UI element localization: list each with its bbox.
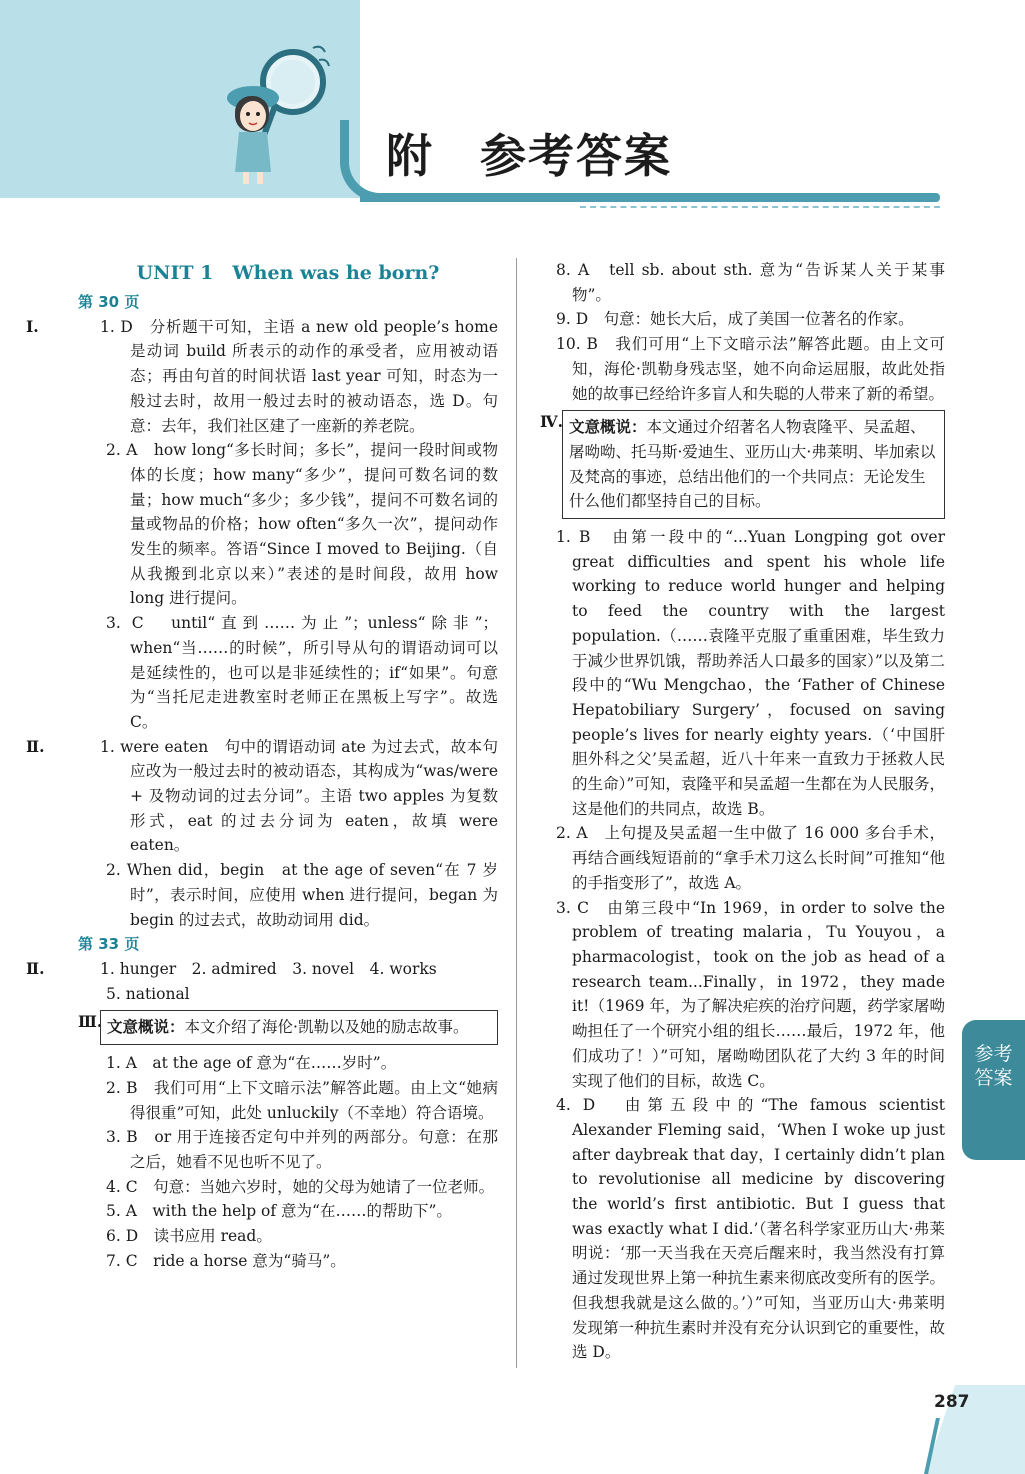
answer-3-2: 2. B 我们可用“上下文暗示法”解答此题。由上文“她病得很重”可知，此处 unluckily（不幸地）符合语境。	[106, 1078, 498, 1122]
title-part2: 参考答案	[480, 129, 672, 183]
answer-2-1: Ⅱ. 1. were eaten 句中的谓语动词 ate 为过去式，故本句应改为一般过去时的被动语态，其构成为“was/were + 及物动词的过去分词”。主语 two apples 为复数形式，eat 的过去分词为 eaten，故填 were eaten。	[26, 736, 498, 855]
column-divider	[516, 258, 517, 1368]
magnifier-girl-illustration	[205, 40, 345, 190]
page-title	[386, 120, 672, 186]
answer-3-7: 7. C ride a horse 意为“骑马”。	[106, 1251, 346, 1270]
answer-3-10: 10. B 我们可用“上下文暗示法”解答此题。由上文可知，海伦·凯勒身残志坚，她不向命运屈服，故此处指她的故事已经给许多盲人和失聪的人带来了新的希望。	[556, 335, 945, 403]
right-column	[540, 258, 945, 1365]
answer-3-9: 9. D 句意：她长大后，成了美国一位著名的作家。	[556, 310, 914, 329]
answer-3-3: 3. B or 用于连接否定句中并列的两部分。句意：在那之后，她看不见也听不见了。	[106, 1128, 498, 1171]
answer-4-3: 3. C 由第三段中“In 1969，in order to solve the problem of treating malaria，Tu Youyou，a pharmacologist，took on the job as head of a research team...Finally，in 1972，they made it!（1969 年，为了解决疟疾的治疗问题，药学家屠呦呦担任了一个研究小组的组长……最后，1972 年，他们成功了！）”可知，屠呦呦团队花了大约 3 年的时间实现了他们的目标，故选 C。	[556, 898, 945, 1090]
word-answers: Ⅱ. 1. hunger 2. admired 3. novel 4. works	[26, 958, 437, 978]
answer-1-2: 2. A how long“多长时间；多长”，提问一段时间或物体的长度；how many“多少”，提问可数名词的数量；how much“多少；多少钱”，提问不可数名词的量或物品的价格；how often“多久一次”，提问动作发生的频率。答语“Since I moved to Beijing.（自从我搬到北京以来）”表述的是时间段，故用 how long 进行提问。	[106, 441, 498, 608]
answer-4-1: 1. B 由第一段中的“...Yuan Longping got over great difficulties and spent his whole life working to reduce world hunger and helping to feed the country with the largest population.（……袁隆平克服了重重困难，毕生致力于减少世界饥饿，帮助养活人口最多的国家）”以及第二段中的“Wu Mengchao，the ‘Father of Chinese Hepatobiliary Surgery’，focused on saving people’s lives for nearly eighty years.（‘中国肝胆外科之父’吴孟超，近八十年来一直致力于拯救人民的生命）”可知，袁隆平和吴孟超一生都在为人民服务，这是他们的共同点，故选 B。	[556, 528, 945, 818]
title-part1: 附	[386, 129, 434, 183]
answer-3-1: 1. A at the age of 意为“在……岁时”。	[106, 1054, 397, 1073]
side-tab-line1: 参考	[974, 1043, 1013, 1065]
answer-2-2: 2. When did，begin at the age of seven“在 7 岁时”，表示时间，应使用 when 进行提问，began 为 begin 的过去式，故助动词用 did。	[106, 861, 498, 929]
word-answers-2: 5. national	[106, 984, 190, 1003]
section-side-tab	[962, 1020, 1025, 1160]
summary-box-3: 文意概说：本文介绍了海伦·凯勒以及她的励志故事。	[100, 1010, 498, 1045]
answer-3-8: 8. A tell sb. about sth. 意为“告诉某人关于某事物”。	[556, 261, 945, 304]
corner-line-decoration	[924, 1418, 960, 1474]
header-dashed-line	[580, 206, 940, 208]
page-ref-30: 第 30 页	[78, 293, 140, 311]
answer-3-4: 4. C 句意：当她六岁时，她的父母为她请了一位老师。	[106, 1177, 495, 1196]
side-tab-line2: 答案	[974, 1067, 1013, 1089]
header-underline	[360, 193, 940, 202]
answer-4-2: 2. A 上句提及吴孟超一生中做了 16 000 多台手术，再结合画线短语前的“拿手术刀这么长时间”可推知“他的手指变形了”，故选 A。	[556, 824, 945, 892]
answer-1-1: Ⅰ. 1. D 分析题干可知，主语 a new old people’s home 是动词 build 所表示的动作的承受者，应用被动语态；再由句首的时间状语 last year 可知，时态为一般过去时，故用一般过去时的被动语态，选 D。句意：去年，我们社区建了一座新的养老院。	[26, 316, 498, 435]
answer-1-3: 3. C until“直到……为止”；unless“除非”；when“当……的时候”，所引导从句的谓语动词可以是延续性的，也可以是非延续性的；if“如果”。句意为“当托尼走进教室时老师正在黑板上写字”。故选 C。	[106, 614, 498, 731]
summary-box-4: 文意概说：本文通过介绍著名人物袁隆平、吴孟超、屠呦呦、托马斯·爱迪生、亚历山大·弗莱明、毕加索以及梵高的事迹，总结出他们的一个共同点：无论发生什么他们都坚持自己的目标。	[562, 410, 945, 519]
page-ref-33: 第 33 页	[78, 935, 140, 954]
summary-4: Ⅳ. 文意概说：本文通过介绍著名人物袁隆平、吴孟超、屠呦呦、托马斯·爱迪生、亚历山大·弗莱明、毕加索以及梵高的事迹，总结出他们的一个共同点：无论发生什么他们都坚持自己的目标。	[540, 410, 945, 519]
left-column	[26, 258, 498, 1273]
unit-title: UNIT 1 When was he born?	[136, 262, 440, 284]
answer-3-5: 5. A with the help of 意为“在……的帮助下”。	[106, 1202, 452, 1221]
answer-4-4: 4. D 由第五段中的“The famous scientist Alexander Fleming said，‘When I woke up just after daybreak that day，I certainly didn’t plan to revolutionise all medicine by discovering the world’s first antibiotic. But I guess that was exactly what I did.’（著名科学家亚历山大·弗莱明说：‘那一天当我在天亮后醒来时，我当然没有打算通过发现世界上第一种抗生素来彻底改变所有的医学。但我想我就是这么做的。’）”可知，当亚历山大·弗莱明发现第一种抗生素时并没有充分认识到它的重要性，故选 D。	[556, 1096, 945, 1362]
page-number: 287	[934, 1392, 970, 1412]
answer-3-6: 6. D 读书应用 read。	[106, 1227, 272, 1246]
summary-3: Ⅲ. 文意概说：本文介绍了海伦·凯勒以及她的励志故事。	[78, 1010, 498, 1045]
